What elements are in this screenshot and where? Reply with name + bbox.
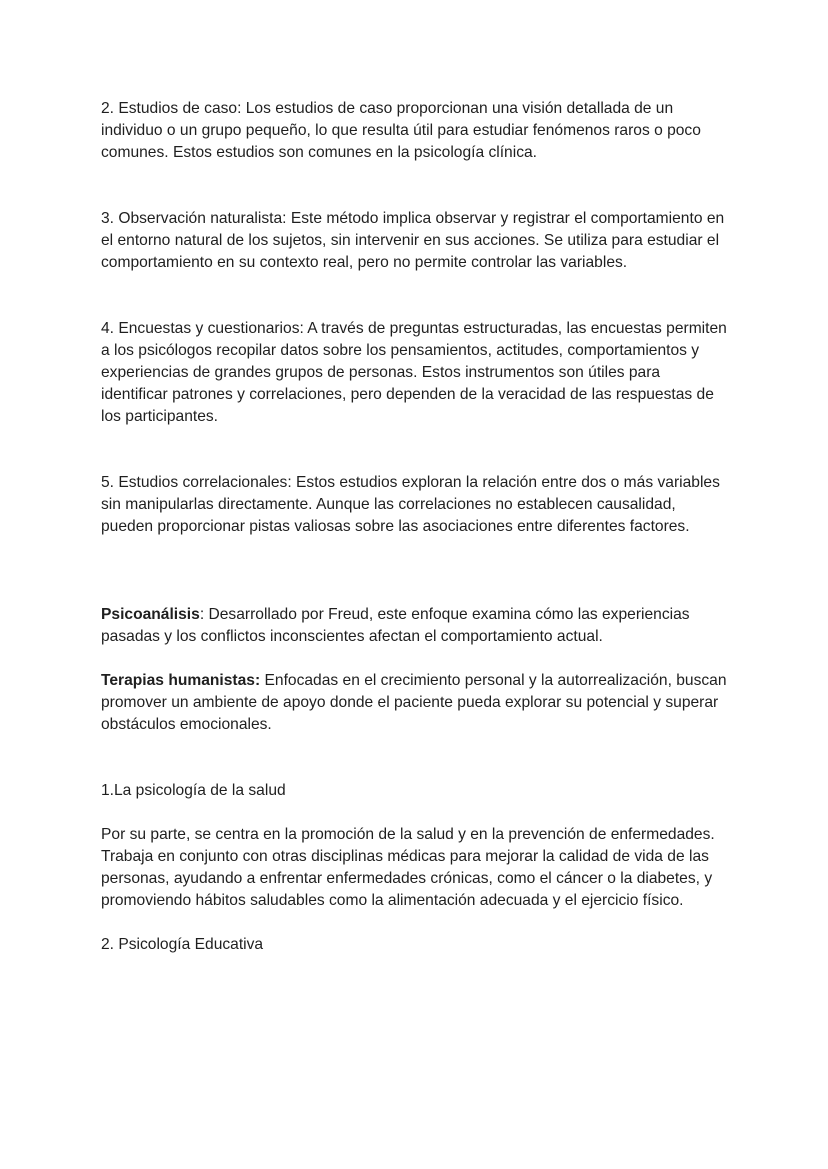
term-humanist-therapies: Terapias humanistas: [101,672,261,689]
paragraph-naturalistic-observation: 3. Observación naturalista: Este método implica observar y registrar el comportamiento en el entorno natural de los sujetos, sin intervenir en sus acciones. Se utiliza para estudiar el comportamiento en su contexto real, pero no permite controlar las variables. [101,210,725,271]
paragraph-surveys: 4. Encuestas y cuestionarios: A través de preguntas estructuradas, las encuestas permiten a los psicólogos recopilar datos sobre los pensamientos, actitudes, comportamientos y experiencias de grandes grupos de personas. Estos instrumentos son útiles para identificar patrones y correlaciones, pero dependen de la veracidad de las respuestas de los participantes. [101,320,727,425]
humanist-description: Enfocadas en el crecimiento personal y la autorrealización, buscan promover un ambiente de apoyo donde el paciente pueda explorar su potencial y superar obstáculos emocionales. [101,672,727,733]
paragraph-correlational-studies: 5. Estudios correlacionales: Estos estudios exploran la relación entre dos o más variables sin manipularlas directamente. Aunque las correlaciones no establecen causalidad, pueden proporcionar pistas valiosas sobre las asociaciones entre diferentes factores. [101,474,720,535]
heading-educational-psychology: 2. Psicología Educativa [101,936,264,953]
paragraph-psychoanalysis [101,604,731,648]
paragraph-humanist-therapies [101,670,731,736]
term-psychoanalysis: Psicoanálisis [101,606,200,623]
document-page [101,98,731,956]
heading-health-psychology: 1.La psicología de la salud [101,782,286,799]
paragraph-health-psychology: Por su parte, se centra en la promoción de la salud y en la prevención de enfermedades. Trabaja en conjunto con otras disciplinas médicas para mejorar la calidad de vida de las personas, ayudando a enfrentar enfermedades crónicas, como el cáncer o la diabetes, y promoviendo hábitos saludables como la alimentación adecuada y el ejercicio físico. [101,826,715,909]
paragraph-case-studies: 2. Estudios de caso: Los estudios de caso proporcionan una visión detallada de un individuo o un grupo pequeño, lo que resulta útil para estudiar fenómenos raros o poco comunes. Estos estudios son comunes en la psicología clínica. [101,100,701,161]
psychoanalysis-description: : Desarrollado por Freud, este enfoque examina cómo las experiencias pasadas y los conflictos inconscientes afectan el comportamiento actual. [101,606,690,645]
